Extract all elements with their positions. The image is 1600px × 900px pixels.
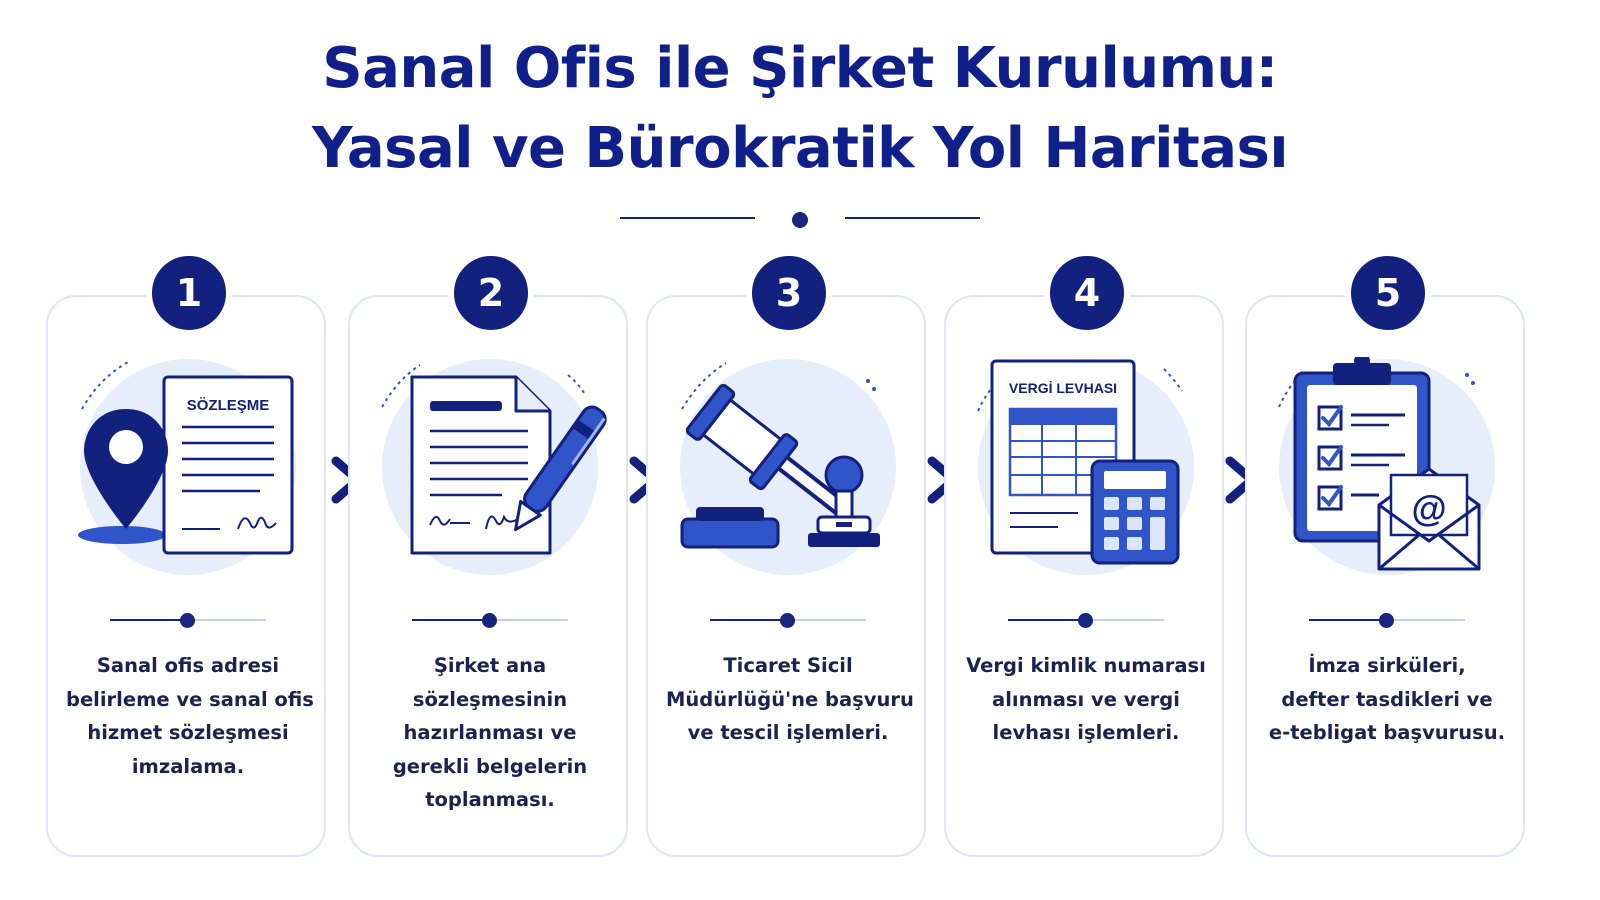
page-title-line-2: Yasal ve Bürokratik Yol Haritası (311, 116, 1289, 181)
step-4-illustration (968, 357, 1204, 597)
step-2-description: Şirket ana sözleşmesinin hazırlanması ve gerekli belgelerin toplanması. (392, 654, 588, 811)
step-3-progress-line (710, 613, 866, 627)
step-2-illustration (372, 357, 608, 597)
step-2-progress-line (412, 613, 568, 627)
step-card-4 (944, 295, 1224, 857)
step-3-description: Ticaret Sicil Müdürlüğü'ne başvuru ve tescil işlemleri. (666, 654, 914, 744)
step-card-1 (46, 295, 326, 857)
step-5-progress-line (1309, 613, 1465, 627)
step-1-number-badge: 1 (146, 250, 232, 336)
step-1-progress-line (110, 613, 266, 627)
step-3-number-badge: 3 (746, 250, 832, 336)
contract-document-icon (164, 377, 292, 553)
contract-doc-label: SÖZLEŞME (186, 397, 270, 414)
step-5-number-badge: 5 (1345, 250, 1431, 336)
step-card-2 (348, 295, 628, 857)
step-5-illustration (1269, 357, 1505, 597)
step-1-description: Sanal ofis adresi belirleme ve sanal ofis hizmet sözleşmesi imzalama. (66, 654, 314, 778)
page-title-line-1: Sanal Ofis ile Şirket Kurulumu: (322, 36, 1278, 101)
document-icon (412, 377, 550, 553)
calculator-icon (1092, 461, 1178, 563)
step-5-description: İmza sirküleri, defter tasdikleri ve e-tebligat başvurusu. (1268, 654, 1506, 744)
step-card-5 (1245, 295, 1525, 857)
step-4-description: Vergi kimlik numarası alınması ve vergi levhası işlemleri. (966, 654, 1206, 744)
step-1-illustration (70, 357, 306, 597)
tax-doc-label: VERGİ LEVHASI (1008, 380, 1118, 396)
step-card-3 (646, 295, 926, 857)
step-3-illustration (670, 357, 906, 597)
email-envelope-icon (1379, 469, 1479, 569)
svg-text:@: @ (1411, 488, 1447, 529)
step-4-number-badge: 4 (1044, 250, 1130, 336)
step-2-number-badge: 2 (448, 250, 534, 336)
title-divider (620, 212, 980, 224)
pin-shadow (78, 526, 166, 544)
step-4-progress-line (1008, 613, 1164, 627)
